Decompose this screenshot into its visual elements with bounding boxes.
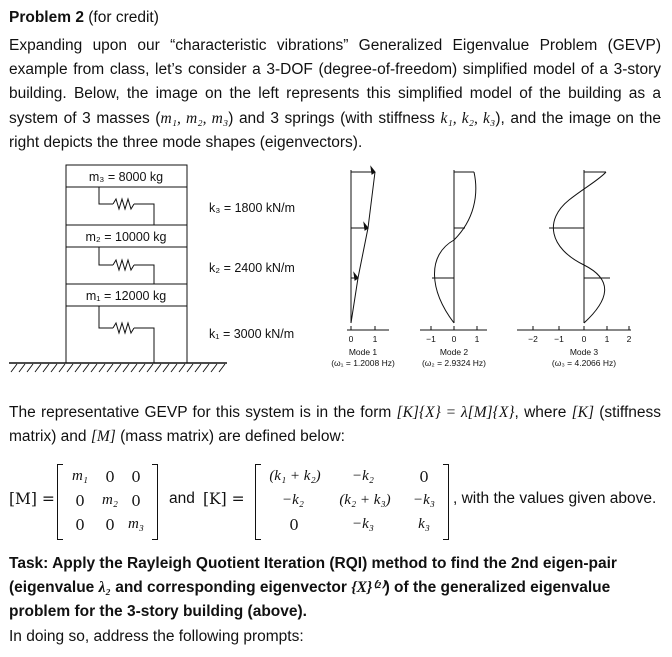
mass-3-label: m₃ = 8000 kg xyxy=(88,170,164,184)
gevp-paragraph: The representative GEVP for this system is in the form [K]{X} = λ[M]{X}, where [K] (stiffness matrix) and [M] (mass matrix) are defined below: xyxy=(9,404,662,446)
mass-matrix-cell: 0 xyxy=(131,468,141,486)
stiffness-symbols: k₁, k₂, k₃ xyxy=(440,109,496,127)
mode-3-tick-1: 1 xyxy=(604,334,610,344)
stiffness-matrix-cell: 0 xyxy=(289,516,299,534)
mode-2-tick-neg1: −1 xyxy=(426,334,436,344)
mode-1-tick-1: 1 xyxy=(372,334,378,344)
mode-3-tick-2: 2 xyxy=(626,334,632,344)
mass-matrix-cell: 0 xyxy=(75,516,85,534)
mode-2-tick-0: 0 xyxy=(451,334,457,344)
intro-paragraph: Expanding upon our “characteristic vibrations” Generalized Eigenvalue Problem (GEVP) example from class, let’s consider a 3-DOF (degree-of-freedom) simplified model of a 3-story building. Below, the image on the left represents this simplified model of the building as a system of 3 masses (m₁, m₂, m₃) and 3 springs (with stiffness k₁, k₂, k₃), and the image on the right depicts the three mode shapes (eigenvectors). xyxy=(9,37,662,151)
matrix-definitions xyxy=(9,462,663,542)
mass-matrix-cell: m₂ xyxy=(101,492,119,508)
and-word: and xyxy=(169,490,195,507)
spring-k3 xyxy=(99,187,154,225)
mass-1-label: m₁ = 12000 kg xyxy=(85,289,167,303)
mass-symbols: m₁, m₂, m₃ xyxy=(160,109,229,127)
eigenvector-symbol: {X}⁽²⁾ xyxy=(351,579,385,597)
problem-credit-note: (for credit) xyxy=(88,9,159,26)
task-statement: Task: Apply the Rayleigh Quotient Iteration (RQI) method to find the 2nd eigen-pair (eigenvalue λ₂ and corresponding eigenvector {X}⁽²⁾) of the generalized eigenvalue problem for the 3-story building (above). xyxy=(9,555,617,621)
spring-2-label: k₂ = 2400 kN/m xyxy=(209,261,295,275)
spring-3-label: k₃ = 1800 kN/m xyxy=(209,201,296,215)
problem-title xyxy=(9,9,159,27)
mode-3-tick-0: 0 xyxy=(581,334,587,344)
mode-3-caption: Mode 3 xyxy=(569,347,599,357)
mode-2-frequency: (ω₂ = 2.9324 Hz) xyxy=(421,358,487,368)
mode-3-frequency: (ω₃ = 4.2066 Hz) xyxy=(551,358,617,368)
lambda-2-symbol: λ₂ xyxy=(98,579,111,597)
mass-matrix-cell: 0 xyxy=(105,468,115,486)
stiffness-matrix-cell: (k₂ + k₃) xyxy=(339,492,391,508)
mode-1-caption: Mode 1 xyxy=(348,347,378,357)
mass-matrix-cell: 0 xyxy=(105,516,115,534)
ground-hatch xyxy=(11,364,225,372)
stiffness-matrix-cell: k₃ xyxy=(418,516,430,532)
stiffness-matrix-cell: (k₁ + k₂) xyxy=(269,468,321,484)
mode-3-tick-neg1: −1 xyxy=(554,334,564,344)
mode-2-caption: Mode 2 xyxy=(439,347,469,357)
stiffness-matrix-label: [K] = xyxy=(203,490,245,508)
building-model xyxy=(9,165,227,372)
stiffness-matrix-cell: 0 xyxy=(419,468,429,486)
spring-k1 xyxy=(99,306,154,363)
spring-k2 xyxy=(99,247,154,284)
mode-3-tick-neg2: −2 xyxy=(528,334,538,344)
mode-shapes xyxy=(347,167,631,330)
problem-number: Problem 2 xyxy=(9,9,84,26)
mode-3-plot xyxy=(517,170,631,330)
matrix-tail-text: , with the values given above. xyxy=(453,490,657,507)
mass-matrix-cell: 0 xyxy=(131,492,141,510)
stiffness-matrix-cell: −k₃ xyxy=(352,516,374,532)
spring-1-label: k₁ = 3000 kN/m xyxy=(209,327,295,341)
mass-matrix-cell: 0 xyxy=(75,492,85,510)
mode-1-tick-0: 0 xyxy=(348,334,354,344)
stiffness-matrix-cell: −k₃ xyxy=(413,492,435,508)
mode-2-tick-1: 1 xyxy=(474,334,480,344)
gevp-equation: [K]{X} = λ[M]{X} xyxy=(396,404,515,421)
prompt-line: In doing so, address the following prompts: xyxy=(9,628,304,645)
stiffness-matrix-cell: −k₂ xyxy=(282,492,304,508)
mode-1-plot xyxy=(347,167,389,330)
mode-2-plot xyxy=(420,170,487,330)
mass-2-label: m₂ = 10000 kg xyxy=(85,230,167,244)
mass-matrix-label: [M] = xyxy=(9,490,55,508)
mass-matrix-cell: m₁ xyxy=(71,468,89,484)
mass-matrix-cell: m₃ xyxy=(127,516,145,532)
building-and-mode-figure xyxy=(9,160,663,385)
stiffness-matrix-cell: −k₂ xyxy=(352,468,374,484)
mode-1-frequency: (ω₁ = 1.2008 Hz) xyxy=(331,358,395,368)
